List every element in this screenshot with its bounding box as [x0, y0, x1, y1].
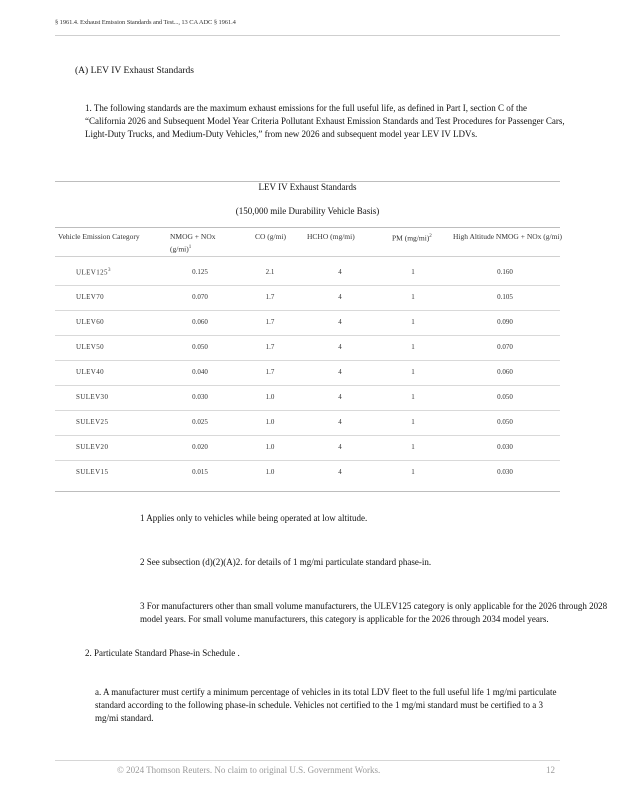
co-cell: 1.7: [265, 318, 275, 326]
column-header-high-altitude: High Altitude NMOG + NOx (g/mi): [453, 232, 563, 241]
footnote-ref-2: 2: [429, 234, 432, 239]
row-divider: [55, 460, 560, 461]
header-divider: [55, 35, 560, 36]
high-altitude-cell: 0.050: [497, 418, 513, 426]
category-cell: ULEV50: [76, 343, 105, 351]
category-cell: ULEV60: [76, 318, 105, 326]
pm-cell: 1: [411, 418, 415, 426]
table-row: [55, 318, 560, 343]
table-row: [55, 268, 560, 293]
row-divider: [55, 360, 560, 361]
co-cell: 1.7: [265, 293, 275, 301]
intro-paragraph: 1. The following standards are the maximum exhaust emissions for the full useful life, as defined in Part I, section C of the “California 2026 and Subsequent Model Year Criteria Pollutant Exhaust Emission Standards and Test Procedures for Passenger Cars, Light-Duty Trucks, and Medium-Duty Vehicles,” from new 2026 and subsequent model year LEV IV LDVs.: [85, 103, 565, 139]
pm-cell: 1: [411, 318, 415, 326]
hcho-cell: 4: [338, 368, 342, 376]
table-row: [55, 393, 560, 418]
co-cell: 1.0: [265, 418, 275, 426]
nmog-nox-cell: 0.060: [192, 318, 208, 326]
nmog-nox-cell: 0.015: [192, 468, 208, 476]
phase-in-heading: 2. Particulate Standard Phase-in Schedule .: [85, 648, 240, 658]
category-cell: ULEV40: [76, 368, 105, 376]
row-divider: [55, 310, 560, 311]
co-cell: 1.7: [265, 368, 275, 376]
co-cell: 1.0: [265, 443, 275, 451]
table-title: LEV IV Exhaust Standards: [258, 182, 357, 192]
high-altitude-cell: 0.050: [497, 393, 513, 401]
pm-cell: 1: [411, 468, 415, 476]
nmog-nox-cell: 0.020: [192, 443, 208, 451]
high-altitude-cell: 0.160: [497, 268, 513, 276]
nmog-nox-cell: 0.070: [192, 293, 208, 301]
footnote-ref-3: 3: [107, 268, 111, 273]
footnote-3: 3 For manufacturers other than small volume manufacturers, the ULEV125 category is only applicable for the 2026 through 2028 model years. For small volume manufacturers, this category is applicable for the 2026 through 2034 model years.: [140, 601, 608, 624]
column-header-pm: PM $(mg/mi)^2$: [392, 233, 432, 243]
pm-cell: 1: [411, 368, 415, 376]
footnote-2: 2 See subsection (d)(2)(A)2. for details of 1 mg/mi particulate standard phase-in.: [140, 557, 432, 567]
high-altitude-cell: 0.060: [497, 368, 513, 376]
phase-in-paragraph: a. A manufacturer must certify a minimum percentage of vehicles in its total LDV fleet to the full useful life 1 mg/mi particulate standard according to the following phase-in schedule. Vehicles not certified to the 1 mg/mi standard must be certified to a 3 mg/mi standard.: [95, 687, 557, 723]
pm-cell: 1: [411, 343, 415, 351]
category-cell: SULEV20: [76, 443, 109, 451]
pm-cell: 1: [411, 393, 415, 401]
row-divider: [55, 385, 560, 386]
column-header-nmog-nox: NMOG + NOx $(g/mi)^1$: [170, 232, 216, 254]
footnote-1: 1 Applies only to vehicles while being operated at low altitude.: [140, 513, 368, 523]
high-altitude-cell: 0.090: [497, 318, 513, 326]
category-cell: SULEV15: [76, 468, 109, 476]
nmog-nox-cell: 0.040: [192, 368, 208, 376]
co-cell: 1.7: [265, 343, 275, 351]
hcho-cell: 4: [338, 343, 342, 351]
table-bottom-rule: [55, 491, 560, 492]
high-altitude-cell: 0.030: [497, 468, 513, 476]
table-row: [55, 293, 560, 318]
page-number: 12: [546, 765, 555, 775]
category-cell: $ULEV125^3$: [76, 268, 111, 277]
copyright-notice: © 2024 Thomson Reuters. No claim to original U.S. Government Works.: [117, 765, 381, 775]
pm-cell: 1: [411, 293, 415, 301]
co-cell: 1.0: [265, 468, 275, 476]
hcho-cell: 4: [338, 393, 342, 401]
co-cell: 1.0: [265, 393, 275, 401]
column-header-hcho: HCHO (mg/mi): [307, 232, 355, 241]
table-row: [55, 368, 560, 393]
hcho-cell: 4: [338, 468, 342, 476]
category-cell: SULEV30: [76, 393, 109, 401]
row-divider: [55, 435, 560, 436]
column-header-category: Vehicle Emission Category: [58, 232, 140, 241]
nmog-nox-cell: 0.050: [192, 343, 208, 351]
table-subtitle: (150,000 mile Durability Vehicle Basis): [235, 206, 380, 216]
hcho-cell: 4: [338, 318, 342, 326]
table-row: [55, 443, 560, 468]
pm-cell: 1: [411, 268, 415, 276]
table-row: [55, 468, 560, 493]
table-header-bottom-rule: [55, 256, 560, 257]
high-altitude-cell: 0.070: [497, 343, 513, 351]
column-header-co: CO (g/mi): [255, 232, 287, 241]
hcho-cell: 4: [338, 418, 342, 426]
high-altitude-cell: 0.105: [497, 293, 513, 301]
co-cell: 2.1: [265, 268, 275, 276]
section-heading: (A) LEV IV Exhaust Standards: [75, 66, 194, 76]
row-divider: [55, 410, 560, 411]
table-row: [55, 343, 560, 368]
table-header-rule: [55, 227, 560, 228]
row-divider: [55, 335, 560, 336]
hcho-cell: 4: [338, 293, 342, 301]
nmog-nox-cell: 0.030: [192, 393, 208, 401]
row-divider: [55, 285, 560, 286]
hcho-cell: 4: [338, 268, 342, 276]
category-cell: ULEV70: [76, 293, 105, 301]
table-row: [55, 418, 560, 443]
footer-divider: [55, 760, 560, 761]
nmog-nox-cell: 0.125: [192, 268, 208, 276]
nmog-nox-cell: 0.025: [192, 418, 208, 426]
footnote-ref-1: 1: [188, 245, 192, 250]
high-altitude-cell: 0.030: [497, 443, 513, 451]
running-header: § 1961.4. Exhaust Emission Standards and Test..., 13 CA ADC § 1961.4: [55, 19, 236, 26]
hcho-cell: 4: [338, 443, 342, 451]
pm-cell: 1: [411, 443, 415, 451]
category-cell: SULEV25: [76, 418, 109, 426]
